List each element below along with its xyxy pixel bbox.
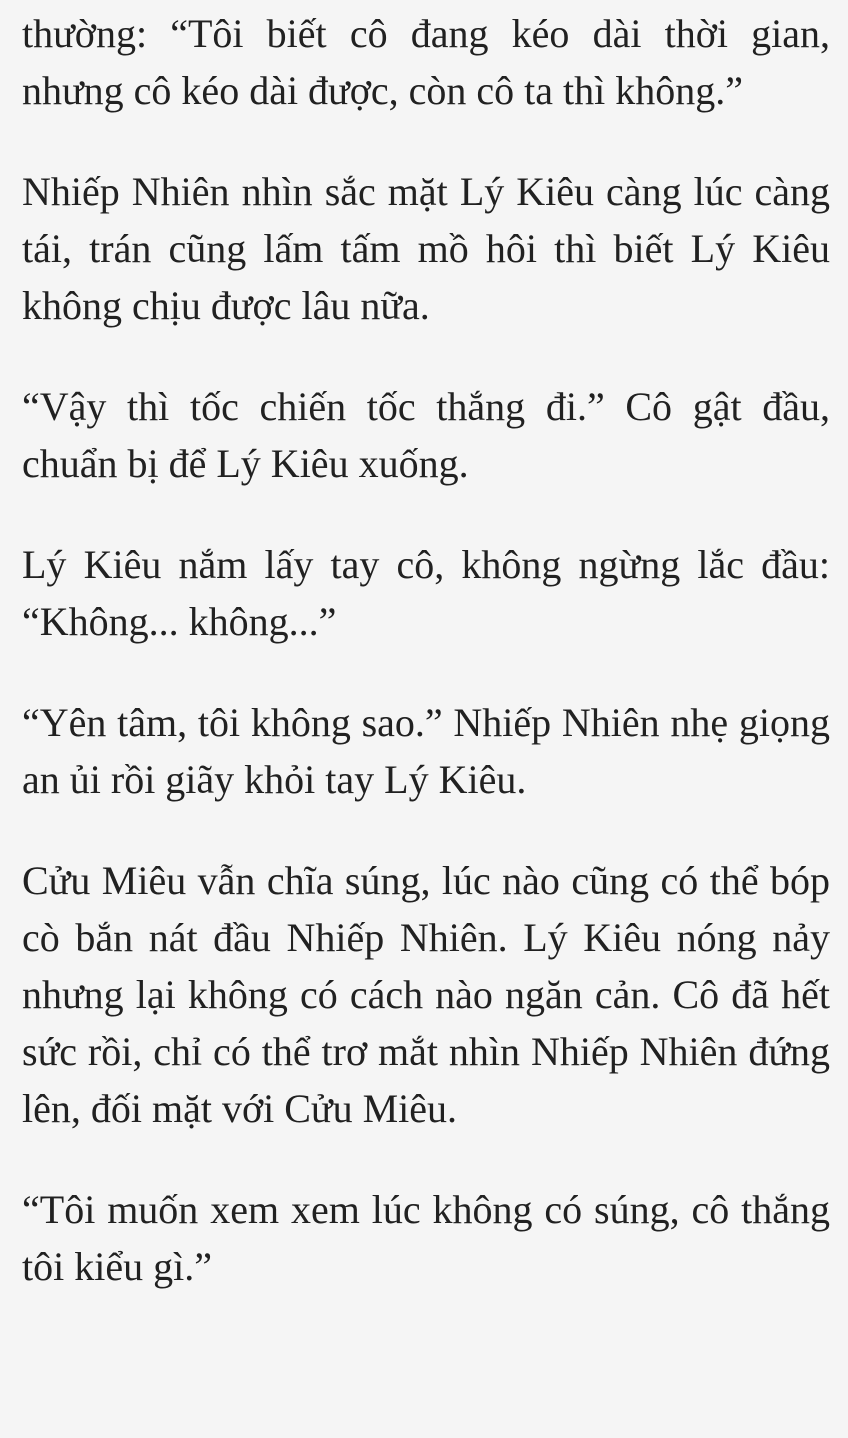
paragraph: “Tôi muốn xem xem lúc không có súng, cô thắng tôi kiểu gì.” [22, 1187, 830, 1289]
paragraph: “Vậy thì tốc chiến tốc thắng đi.” Cô gật đầu, chuẩn bị để Lý Kiêu xuống. [22, 384, 830, 486]
paragraph: Lý Kiêu nắm lấy tay cô, không ngừng lắc đầu: “Không... không...” [22, 542, 830, 644]
paragraph: Cửu Miêu vẫn chĩa súng, lúc nào cũng có thể bóp cò bắn nát đầu Nhiếp Nhiên. Lý Kiêu nóng nảy nhưng lại không có cách nào ngăn cản. Cô đã hết sức rồi, chỉ có thể trơ mắt nhìn Nhiếp Nhiên đứng lên, đối mặt với Cửu Miêu. [22, 858, 830, 1131]
paragraph: Nhiếp Nhiên nhìn sắc mặt Lý Kiêu càng lúc càng tái, trán cũng lấm tấm mồ hôi thì biết Lý Kiêu không chịu được lâu nữa. [22, 169, 830, 328]
paragraph: thường: “Tôi biết cô đang kéo dài thời gian, nhưng cô kéo dài được, còn cô ta thì không.” [22, 11, 830, 113]
paragraph: “Yên tâm, tôi không sao.” Nhiếp Nhiên nhẹ giọng an ủi rồi giãy khỏi tay Lý Kiêu. [22, 700, 830, 802]
